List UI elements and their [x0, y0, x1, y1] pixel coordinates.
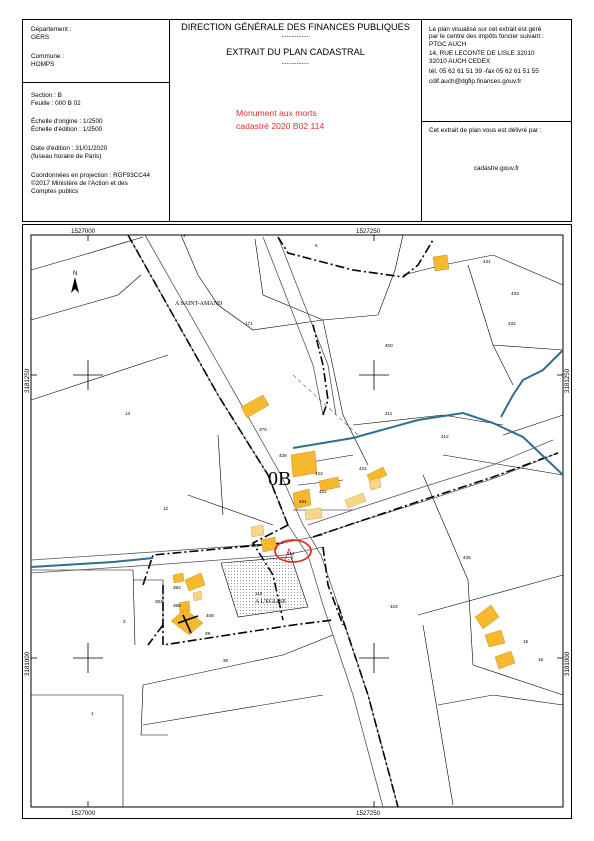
- parcel-number: 12: [163, 506, 169, 511]
- coord-x-right-bottom: 1527250: [356, 810, 381, 817]
- feuille-text: Feuille : 000 B 02: [31, 100, 81, 107]
- coord-x-right-top: 1527250: [356, 228, 381, 235]
- parcel-number: 114: [287, 551, 295, 556]
- parcel-number: 29: [205, 631, 211, 636]
- parcel-number: 411: [385, 411, 393, 416]
- parcel-number: 421: [299, 499, 307, 504]
- parcel-number: 115: [255, 591, 263, 596]
- lieu-dit-eglise: A L'EGLISE: [255, 599, 286, 605]
- map-inner-frame: [31, 235, 563, 807]
- parcel-number: 432: [508, 321, 516, 326]
- section-label: 0B: [268, 468, 292, 490]
- parcel-number: 431: [483, 259, 491, 264]
- title-separator: -----------: [281, 34, 310, 40]
- parcel-number: 13: [125, 411, 131, 416]
- parcel-number: 16: [538, 657, 544, 662]
- parcel-number: 1: [91, 711, 94, 716]
- centre-line-4: 14, RUE LECONTE DE LISLE 32010: [429, 50, 535, 57]
- parcel-number: 394: [155, 599, 163, 604]
- echelle-edition-text: Échelle d'édition : 1/2500: [31, 126, 103, 133]
- date-edition-text: Date d'édition : 31/01/2020: [31, 145, 108, 152]
- departement-value: GERS: [31, 34, 50, 41]
- parcel-number: 356: [173, 603, 181, 608]
- info-left-box: [22, 82, 170, 222]
- map-canvas: [23, 225, 571, 818]
- parcel-number: 4: [183, 233, 186, 238]
- commune-value: HOMPS: [31, 61, 55, 68]
- delivery-box: [421, 121, 572, 222]
- centre-line-5: 32010 AUCH CEDEX: [429, 58, 491, 65]
- cadastral-map[interactable]: [22, 224, 572, 819]
- centre-line-3: PTGC AUCH: [429, 41, 467, 48]
- parcel-number: 171: [245, 321, 253, 326]
- coord-y-top-right: 3181250: [564, 368, 571, 393]
- lieu-dit-saint-amand: A SAINT-AMAND: [175, 301, 223, 307]
- delivery-value: cadastre.gouv.fr: [473, 165, 520, 172]
- coord-y-bottom-left: 3181000: [24, 651, 31, 676]
- coord-x-left-bottom: 1527000: [71, 810, 96, 817]
- annotation-line-1: Monument aux morts: [236, 108, 317, 118]
- header-right-box: [421, 19, 572, 122]
- parcel-number: 370: [259, 427, 267, 432]
- fuseau-text: (fuseau horaire de Paris): [31, 153, 102, 160]
- subtitle-separator: -----------: [281, 61, 310, 67]
- coord-y-top-left: 3181250: [24, 368, 31, 393]
- parcel-number: 406: [206, 613, 214, 618]
- parcel-number: 428: [279, 453, 287, 458]
- section-text: Section : B: [31, 92, 62, 99]
- departement-label: Département :: [31, 26, 72, 33]
- coord-y-bottom-right: 3181000: [564, 651, 571, 676]
- centre-line-1: Le plan visualisé sur cet extrait est géré: [429, 26, 542, 33]
- page-title: DIRECTION GÉNÉRALE DES FINANCES PUBLIQUES: [181, 22, 410, 32]
- parcel-number: 436: [463, 555, 471, 560]
- copyright-line-2: Comptes publics: [31, 188, 79, 195]
- parcel-number: 422: [319, 489, 327, 494]
- centre-line-7: cdif.auch@dgfip.finances.gouv.fr: [429, 78, 522, 85]
- centre-line-2: par le centre des impôts foncier suivant :: [429, 33, 544, 40]
- copyright-line-1: ©2017 Ministère de l'Action et des: [31, 180, 128, 187]
- delivery-label: Cet extrait de plan vous est délivré par :: [429, 127, 542, 134]
- header-center-box: [169, 19, 422, 222]
- parcel-number: 385: [251, 543, 259, 548]
- commune-label: Commune :: [31, 53, 65, 60]
- parcel-number: 403: [390, 604, 398, 609]
- coordonnees-text: Coordonnées en projection : RGF93CC44: [31, 172, 151, 179]
- parcel-number: 412: [441, 434, 449, 439]
- parcel-number: 15: [523, 639, 529, 644]
- north-label: N: [73, 271, 78, 277]
- parcel-number: 423: [315, 471, 323, 476]
- parcel-number: 424: [359, 466, 367, 471]
- header-left-box: [22, 19, 170, 83]
- parcel-number: 400: [385, 343, 393, 348]
- parcel-number: 2: [123, 619, 126, 624]
- parcel-number: 6: [315, 243, 318, 248]
- annotation-line-2: cadastré 2020 B02 114: [236, 121, 325, 131]
- parcel-number: 30: [223, 658, 229, 663]
- parcel-number: 433: [511, 291, 519, 296]
- centre-line-6: tél. 05 62 61 51 39 -fax 05 62 61 51 55: [429, 68, 539, 75]
- echelle-origine-text: Échelle d'origine : 1/2500: [31, 118, 103, 125]
- page-subtitle: EXTRAIT DU PLAN CADASTRAL: [226, 47, 365, 57]
- coord-x-left-top: 1527000: [71, 228, 96, 235]
- parcel-number: 384: [173, 585, 181, 590]
